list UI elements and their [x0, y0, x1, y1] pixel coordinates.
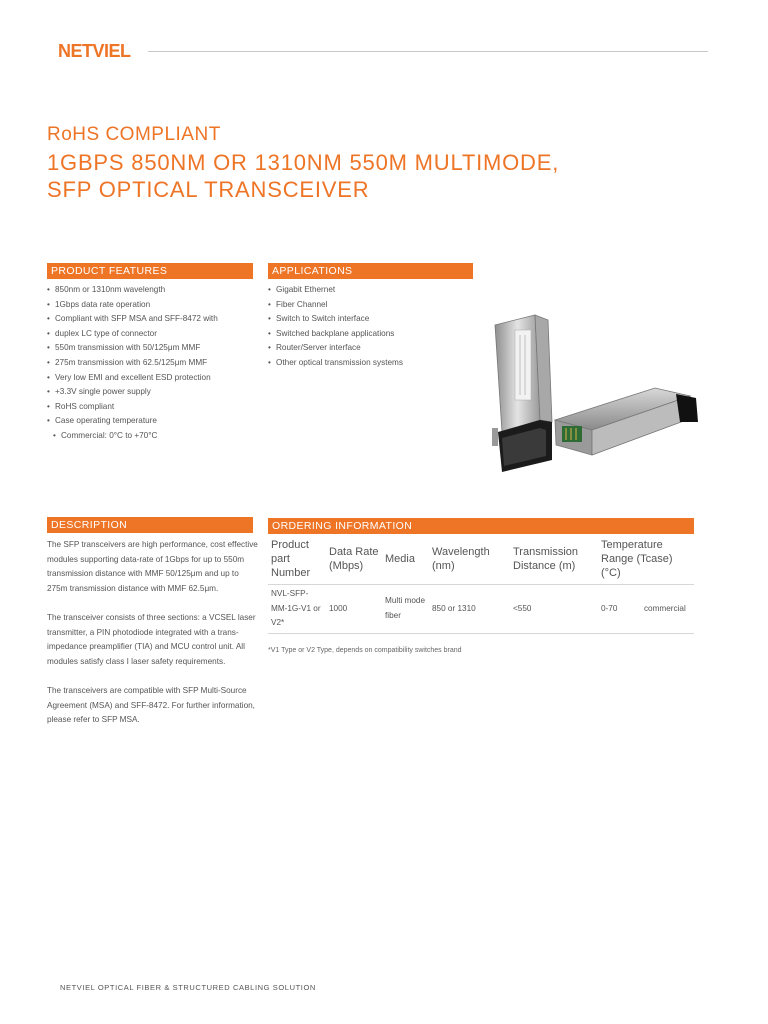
cell-distance: <550: [510, 585, 598, 634]
feature-item: • 1Gbps data rate operation: [47, 298, 262, 313]
ordering-heading: ORDERING INFORMATION: [268, 518, 694, 534]
ordering-table: [268, 534, 694, 634]
application-item: • Fiber Channel: [268, 298, 478, 313]
col-data-rate: Data Rate (Mbps): [326, 534, 382, 585]
description-paragraph: The transceiver consists of three sections: a VCSEL laser transmitter, a PIN photodiode integrated with a trans-impedance preamplifier (TIA) and MCU control unit. All modules satisfy class I laser safety requirements.: [47, 612, 256, 666]
col-distance: Transmission Distance (m): [510, 534, 598, 585]
cell-media: Multi mode fiber: [382, 585, 429, 634]
feature-item: • 275m transmission with 62.5/125μm MMF: [47, 356, 262, 371]
col-temperature: Temperature Range (Tcase) (°C): [598, 534, 694, 585]
feature-item: • +3.3V single power supply: [47, 385, 262, 400]
col-part-number: Product part Number: [268, 534, 326, 585]
title-line-1: 1GBPS 850NM OR 1310NM 550M MULTIMODE,: [47, 150, 560, 175]
col-wavelength: Wavelength (nm): [429, 534, 510, 585]
rohs-subtitle: RoHS COMPLIANT: [47, 124, 221, 145]
feature-item: • 850nm or 1310nm wavelength: [47, 283, 262, 298]
ordering-footnote: *V1 Type or V2 Type, depends on compatibility switches brand: [268, 647, 462, 654]
feature-item: • Very low EMI and excellent ESD protection: [47, 371, 262, 386]
feature-item: • RoHS compliant: [47, 400, 262, 415]
sfp-module-lying: [555, 388, 698, 455]
description-heading: DESCRIPTION: [47, 517, 253, 533]
temp-note: commercial: [643, 603, 686, 613]
cell-temperature: [598, 585, 694, 634]
features-heading: PRODUCT FEATURES: [47, 263, 253, 279]
description-paragraph: The SFP transceivers are high performance, cost effective modules supporting data-rate of 1Gbps for up to 550m transmission distance with MMF 50/125μm and up to 275m transmission distance with MMF 62.5μm.: [47, 540, 258, 593]
feature-item: • 550m transmission with 50/125μm MMF: [47, 341, 262, 356]
application-item: • Gigabit Ethernet: [268, 283, 478, 298]
application-item: • Router/Server interface: [268, 341, 478, 356]
features-list: [47, 283, 262, 444]
cell-part-number: NVL-SFP-MM-1G-V1 or V2*: [268, 585, 326, 634]
feature-subitem: • Commercial: 0°C to +70°C: [47, 429, 262, 444]
temp-range: 0-70: [601, 603, 618, 613]
description-body: [47, 538, 259, 742]
cell-data-rate: 1000: [326, 585, 382, 634]
feature-item: • Case operating temperature: [47, 414, 262, 429]
title-line-2: SFP OPTICAL TRANSCEIVER: [47, 177, 370, 202]
applications-list: [268, 283, 478, 371]
feature-item: • Compliant with SFP MSA and SFF-8472 with: [47, 312, 262, 327]
feature-item-continued: • duplex LC type of connector: [47, 327, 262, 342]
applications-heading: APPLICATIONS: [268, 263, 473, 279]
col-media: Media: [382, 534, 429, 585]
application-item: • Other optical transmission systems: [268, 356, 478, 371]
description-paragraph: The transceivers are compatible with SFP Multi-Source Agreement (MSA) and SFF-8472. For further information, please refer to SFP MSA.: [47, 685, 255, 725]
page-footer: NETVIEL OPTICAL FIBER & STRUCTURED CABLING SOLUTION: [60, 983, 316, 992]
table-row: [268, 585, 694, 634]
netviel-logo: NETVIEL: [58, 41, 131, 61]
application-item: • Switched backplane applications: [268, 327, 478, 342]
header-divider: [148, 51, 708, 52]
ordering-header-row: [268, 534, 694, 585]
sfp-transceiver-image: [480, 310, 700, 480]
page-title: [47, 149, 687, 203]
application-item: • Switch to Switch interface: [268, 312, 478, 327]
cell-wavelength: 850 or 1310: [429, 585, 510, 634]
sfp-module-upright: [492, 315, 552, 472]
